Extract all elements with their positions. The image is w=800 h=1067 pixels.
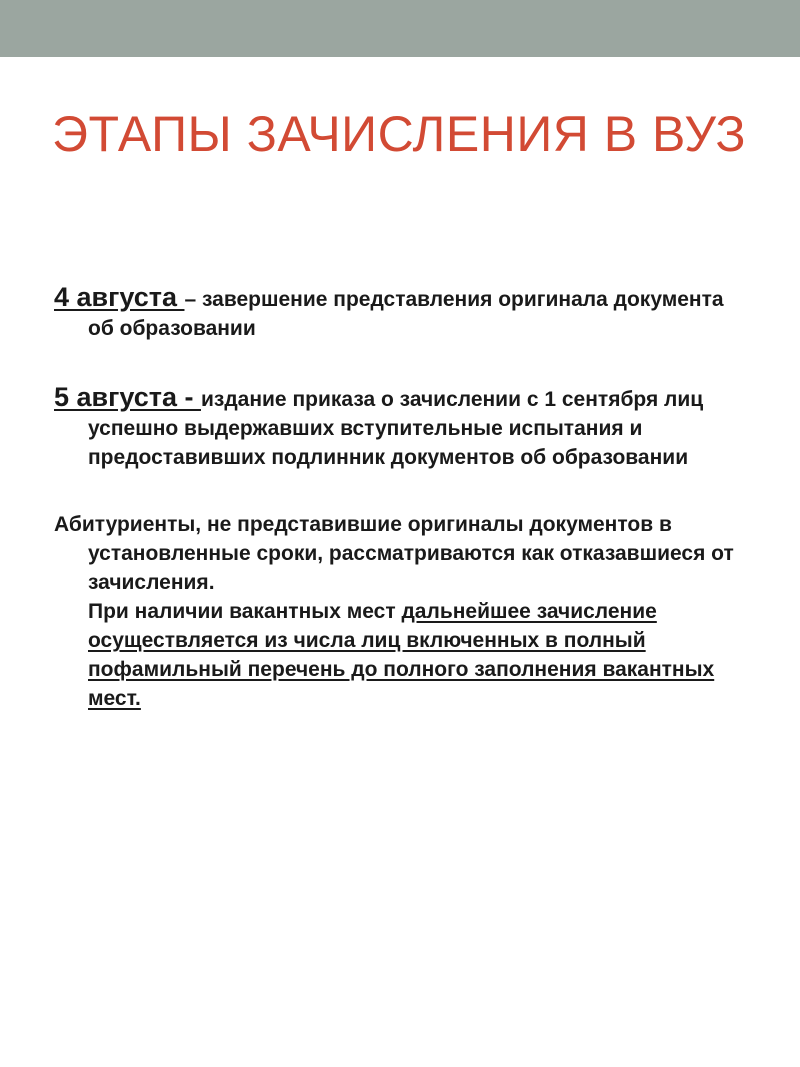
slide-title: ЭТАПЫ ЗАЧИСЛЕНИЯ В ВУЗ: [52, 106, 747, 162]
note-paragraph: Абитуриенты, не представившие оригиналы документов в установленные сроки, рассматриваются как отказавшиеся от зачисления.: [54, 513, 734, 594]
item-date: 4 августа: [54, 282, 185, 312]
slide-body: [54, 283, 744, 713]
item-text: – завершение представления оригинала документа об образовании: [88, 288, 724, 340]
spacer: [54, 472, 744, 510]
note-underlined-text: дальнейшее зачисление осуществляется из числа лиц включенных в полный пофамильный перечень до полного заполнения вакантных мест.: [88, 600, 715, 710]
item-august-4: [54, 283, 744, 343]
item-date: 5 августа -: [54, 382, 201, 412]
note-prefix: При наличии вакантных мест: [88, 600, 402, 623]
item-text: издание приказа о зачислении с 1 сентября лиц успешно выдержавших вступительные испытания и предоставивших подлинник документов об образовании: [88, 388, 704, 469]
item-august-5: [54, 383, 744, 472]
spacer: [54, 343, 744, 383]
note-continuation: [54, 597, 744, 713]
top-decorative-bar: [0, 0, 800, 57]
